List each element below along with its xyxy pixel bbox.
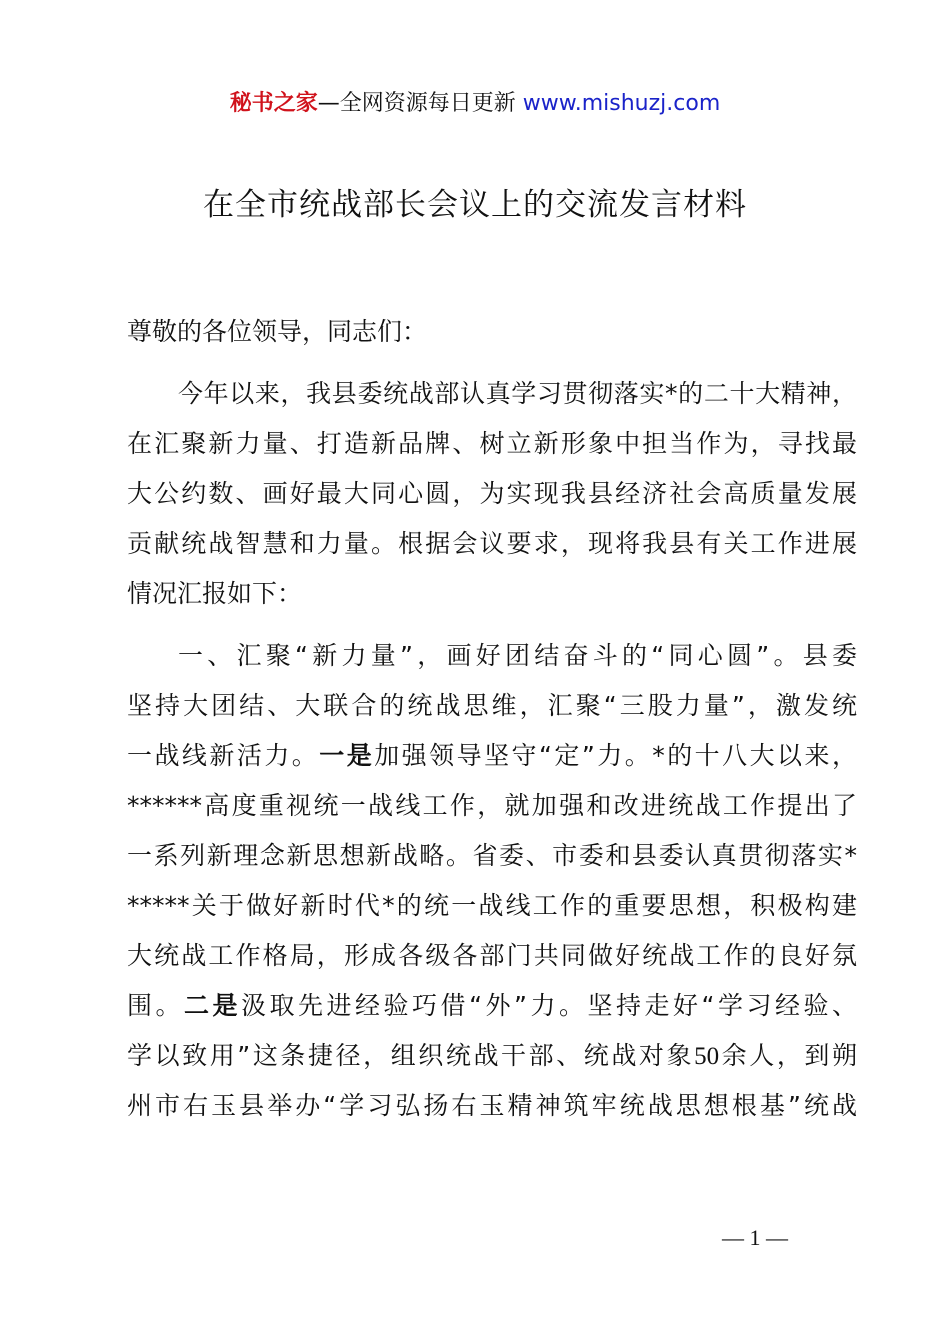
paragraph-segment: 围。 [127,991,185,1020]
section-one-paragraph [127,631,857,1131]
salutation-block [127,307,857,357]
paragraph-line: 贡献统战智慧和力量。根据会议要求，现将我县有关工作进展 [127,529,857,558]
paragraph-line: 坚持大团结、大联合的统战思维，汇聚“三股力量”，激发统 [127,691,857,720]
paragraph-line: 情况汇报如下： [127,579,303,608]
point-marker-two: 二是 [184,991,242,1020]
site-url-link[interactable]: www.mishuzj.com [522,91,721,116]
document-title: 在全市统战部长会议上的交流发言材料 [203,187,747,223]
salutation: 尊敬的各位领导，同志们： [127,317,428,346]
paragraph-line: 一系列新理念新思想新战略。省委、市委和县委认真贯彻落实* [127,841,857,870]
paragraph-line: 在汇聚新力量、打造新品牌、树立新形象中担当作为，寻找最 [127,429,857,458]
paragraph-line [127,1031,857,1081]
paragraph-segment: 学以致用”这条捷径，组织统战干部、统战对象 [127,1041,695,1070]
site-banner [0,88,950,120]
page-number: — 1 — [722,1225,788,1250]
paragraph-line: 今年以来，我县委统战部认真学习贯彻落实*的二十大精神， [178,379,857,408]
paragraph-line: 州市右玉县举办“学习弘扬右玉精神筑牢统战思想根基”统战 [127,1091,857,1120]
paragraph-segment: 一战线新活力。 [127,741,320,770]
paragraph-segment: 加强领导坚守“定”力。*的十八大以来， [374,741,857,770]
paragraph-line: 一、汇聚“新力量”，画好团结奋斗的“同心圆”。县委 [178,641,857,670]
paragraph-line: *****关于做好新时代*的统一战线工作的重要思想，积极构建 [127,891,857,920]
paragraph-line: 大公约数、画好最大同心圆，为实现我县经济社会高质量发展 [127,479,857,508]
paragraph-segment: 汲取先进经验巧借“外”力。坚持走好“学习经验、 [241,991,857,1020]
paragraph-line [127,981,857,1031]
point-marker-one: 一是 [319,741,375,770]
paragraph-segment: 余人，到朔 [719,1041,857,1070]
intro-paragraph [127,369,857,619]
brand-name: 秘书之家 [229,91,318,116]
banner-tagline: —全网资源每日更新 [317,91,523,116]
participant-count: 50 [694,1043,720,1070]
paragraph-line [127,731,857,781]
paragraph-line: ******高度重视统一战线工作，就加强和改进统战工作提出了 [127,791,857,820]
paragraph-line: 大统战工作格局，形成各级各部门共同做好统战工作的良好氛 [127,941,857,970]
